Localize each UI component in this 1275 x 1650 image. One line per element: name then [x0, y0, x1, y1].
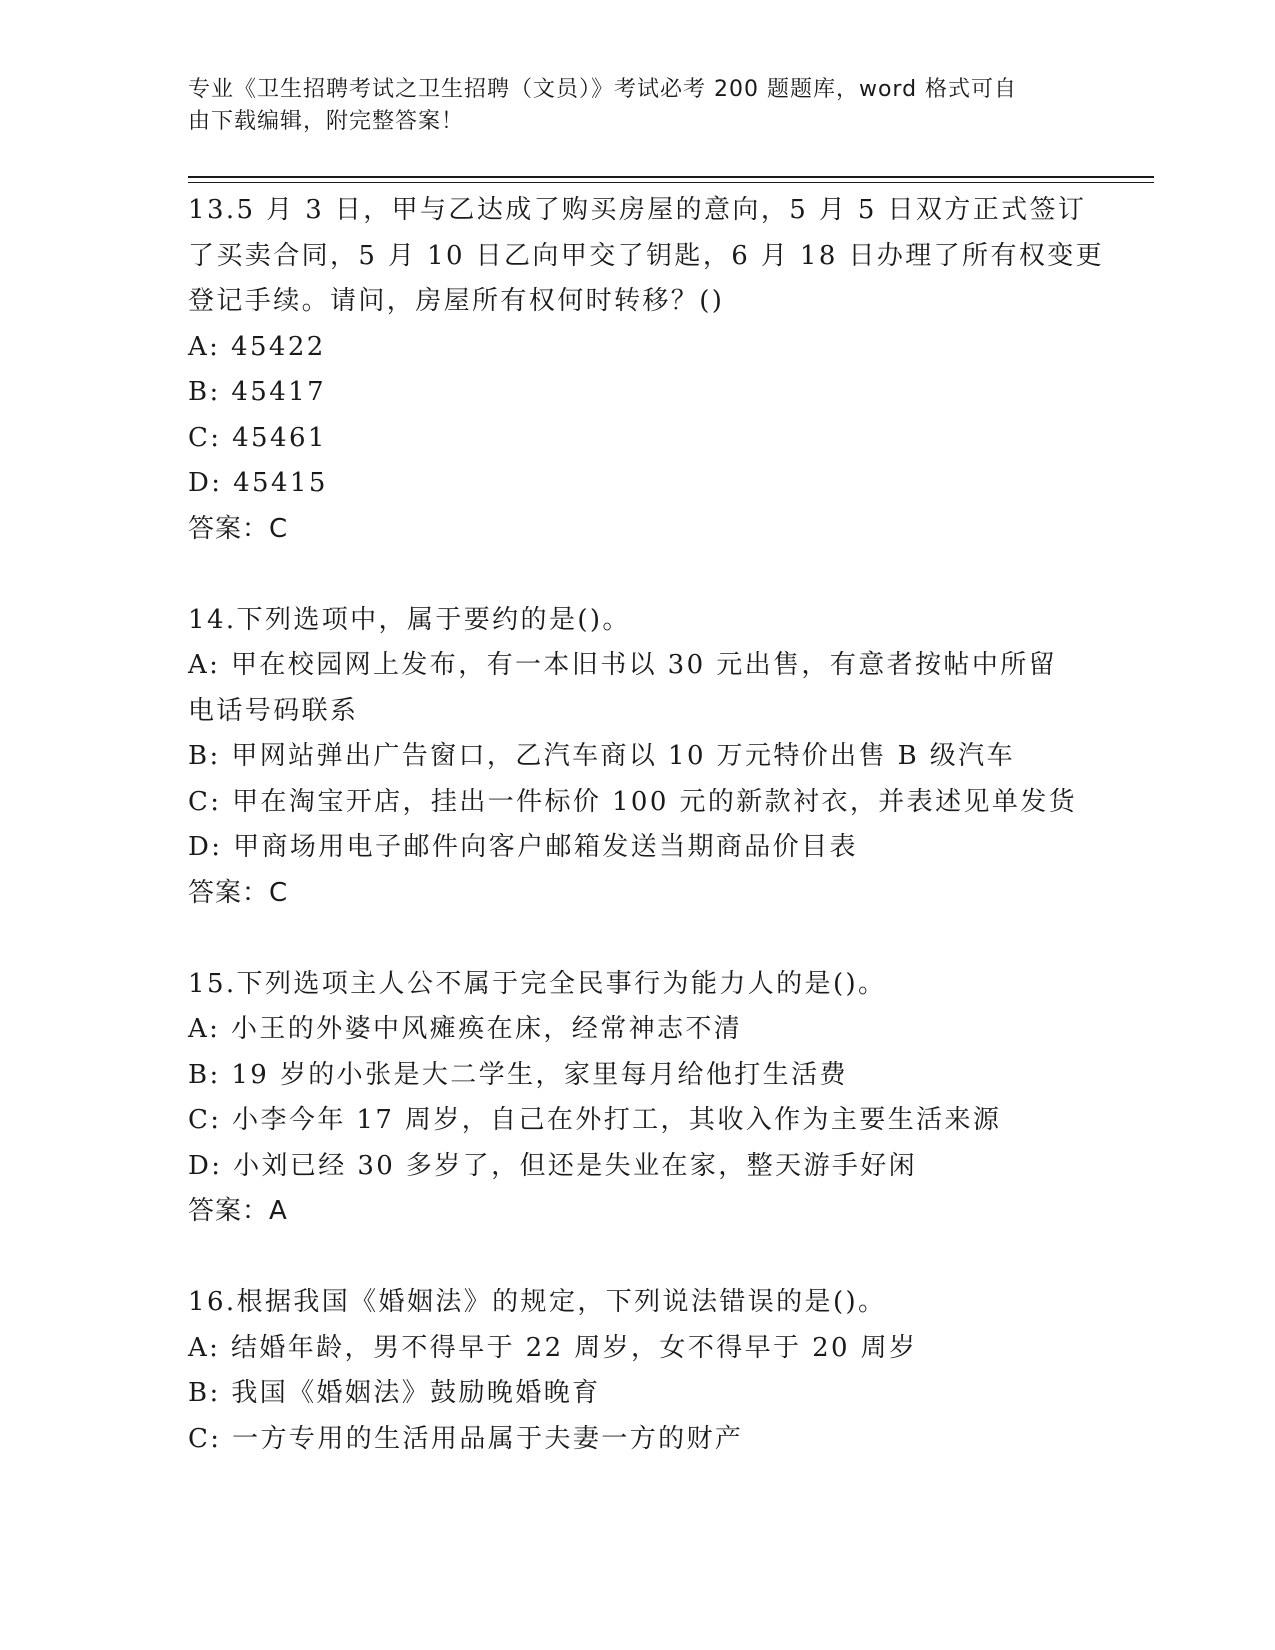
option-c: C: 甲在淘宝开店，挂出一件标价 100 元的新款衬衣，并表述见单发货 [188, 786, 1078, 817]
question-16 [188, 1280, 1088, 1462]
question-spacer [188, 916, 1088, 962]
header-divider-thick [188, 176, 1154, 178]
option-c: C: 小李今年 17 周岁，自己在外打工，其收入作为主要生活来源 [188, 1105, 1002, 1135]
document-header [188, 74, 1068, 138]
question-13 [188, 188, 1105, 552]
question-stem-line: 登记手续。请问，房屋所有权何时转移？() [188, 286, 725, 316]
option-d: D: 甲商场用电子邮件向客户邮箱发送当期商品价目表 [188, 832, 858, 862]
option-a-continued: 电话号码联系 [188, 695, 359, 726]
question-14 [188, 598, 1088, 917]
question-stem-line: 14.下列选项中，属于要约的是()。 [188, 604, 631, 635]
question-stem-line: 16.根据我国《婚姻法》的规定，下列说法错误的是()。 [188, 1287, 887, 1317]
option-d: D: 45415 [188, 468, 328, 498]
question-stem-line: 了买卖合同，5 月 10 日乙向甲交了钥匙，6 月 18 日办理了所有权变更 [188, 240, 1105, 271]
question-15 [188, 962, 1088, 1235]
answer-line: 答案：C [188, 513, 289, 544]
header-divider-thin [188, 182, 1154, 183]
option-b: B: 19 岁的小张是大二学生，家里每月给他打生活费 [188, 1059, 848, 1090]
option-b: B: 45417 [188, 377, 327, 407]
option-a: A: 结婚年龄，男不得早于 22 周岁，女不得早于 20 周岁 [188, 1332, 918, 1363]
header-line-2: 由下载编辑，附完整答案！ [188, 109, 465, 134]
option-a: A: 甲在校园网上发布，有一本旧书以 30 元出售，有意者按帖中所留 [188, 650, 1058, 680]
answer-line: 答案：A [188, 1196, 288, 1226]
question-spacer [188, 1235, 1088, 1281]
option-d: D: 小刘已经 30 多岁了，但还是失业在家，整天游手好闲 [188, 1150, 918, 1181]
option-a: A: 45422 [188, 331, 326, 362]
question-list [188, 188, 1105, 1462]
header-line-1: 专业《卫生招聘考试之卫生招聘（文员）》考试必考 200 题题库，word 格式可自 [188, 77, 1018, 102]
question-spacer [188, 552, 1088, 598]
question-stem-line: 13.5 月 3 日，甲与乙达成了购买房屋的意向，5 月 5 日双方正式签订 [188, 195, 1087, 225]
option-b: B: 甲网站弹出广告窗口，乙汽车商以 10 万元特价出售 B 级汽车 [188, 741, 1015, 771]
question-stem-line: 15.下列选项主人公不属于完全民事行为能力人的是()。 [188, 968, 887, 999]
option-a: A: 小王的外婆中风瘫痪在床，经常神志不清 [188, 1014, 743, 1044]
option-c: C: 45461 [188, 422, 327, 453]
answer-line: 答案：C [188, 877, 289, 908]
option-c: C: 一方专用的生活用品属于夫妻一方的财产 [188, 1423, 744, 1454]
option-b: B: 我国《婚姻法》鼓励晚婚晚育 [188, 1378, 601, 1408]
